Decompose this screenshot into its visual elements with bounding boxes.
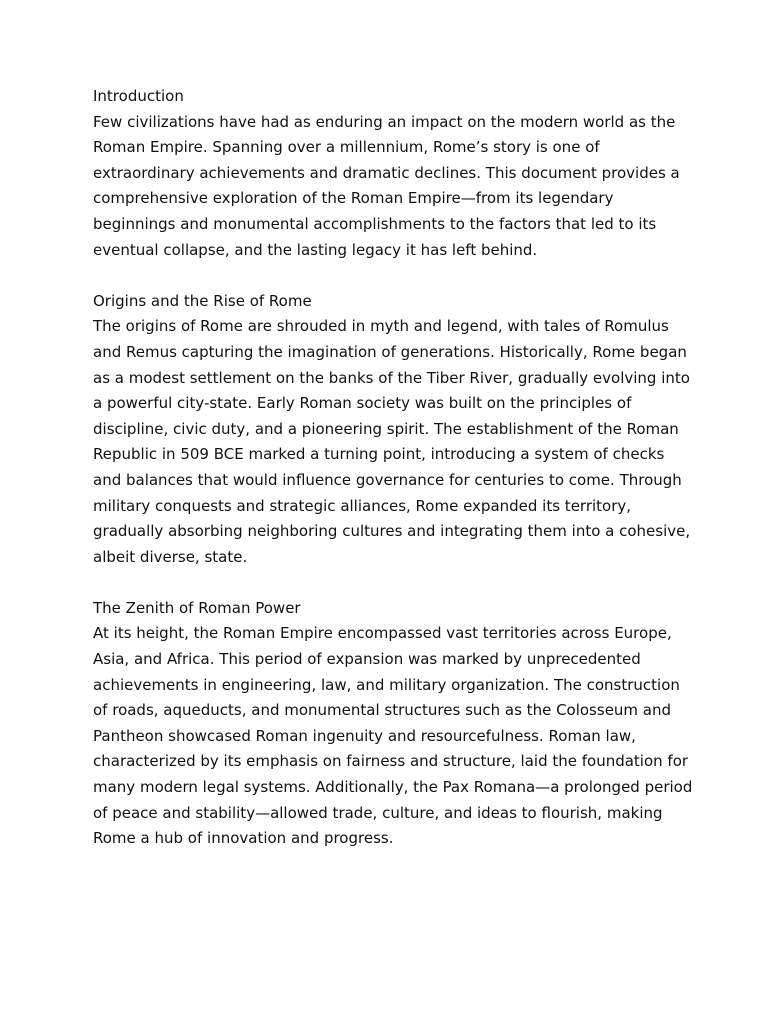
section-paragraph: At its height, the Roman Empire encompassed vast territories across Europe, Asia, and Africa. This period of expansion was marked by unprecedented achievements in engineering, law, and military organization. The construction of roads, aqueducts, and monumental structures such as the Colosseum and Pantheon showcased Roman ingenuity and resourcefulness. Roman law, characterized by its emphasis on fairness and structure, laid the foundation for many modern legal systems. Additionally, the Pax Romana—a prolonged period of peace and stability—allowed trade, culture, and ideas to flourish, making Rome a hub of innovation and progress. [93,624,693,848]
document-body [93,84,693,877]
section-paragraph: Few civilizations have had as enduring an impact on the modern world as the Roman Empire. Spanning over a millennium, Rome’s story is one of extraordinary achievements and dramatic declines. This document provides a comprehensive exploration of the Roman Empire—from its legendary beginnings and monumental accomplishments to the factors that led to its eventual collapse, and the lasting legacy it has left behind. [93,112,680,259]
section-origins [93,289,693,571]
section-introduction [93,84,693,263]
section-zenith [93,596,693,852]
section-heading: Origins and the Rise of Rome [93,291,312,310]
section-heading: Introduction [93,87,184,105]
section-heading: The Zenith of Roman Power [93,598,301,617]
section-paragraph: The origins of Rome are shrouded in myth and legend, with tales of Romulus and Remus capturing the imagination of generations. Historically, Rome began as a modest settlement on the banks of the Tiber River, gradually evolving into a powerful city-state. Early Roman society was built on the principles of discipline, civic duty, and a pioneering spirit. The establishment of the Roman Republic in 509 BCE marked a turning point, introducing a system of checks and balances that would influence governance for centuries to come. Through military conquests and strategic alliances, Rome expanded its territory, gradually absorbing neighboring cultures and integrating them into a cohesive, albeit diverse, state. [93,317,691,566]
